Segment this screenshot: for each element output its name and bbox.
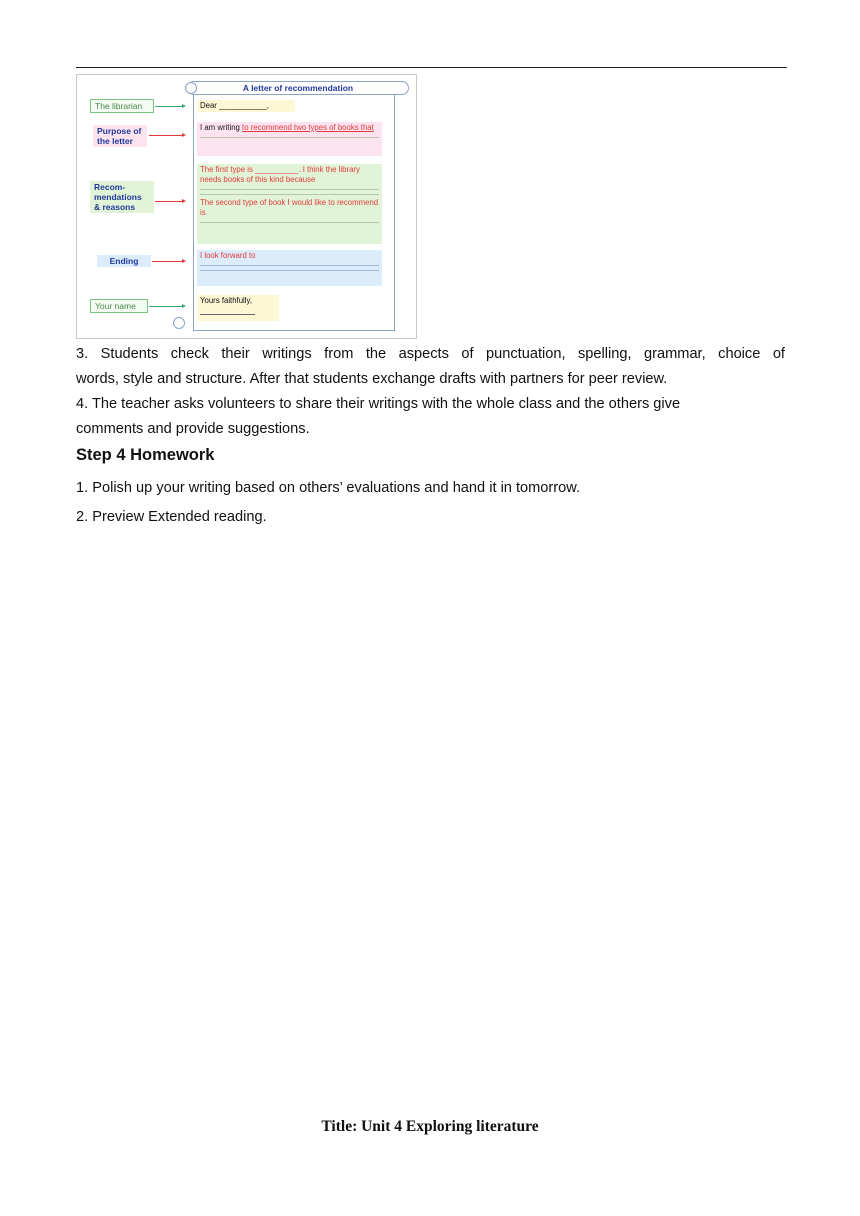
label-librarian: The librarian <box>90 99 154 113</box>
purpose-fill: to recommend two types of books that <box>242 123 374 132</box>
rec-line-3 <box>200 222 379 223</box>
arrow-librarian <box>155 106 183 107</box>
second-type-text: The second type of book I would like to recommend is <box>200 198 379 217</box>
section-closing <box>197 295 279 321</box>
arrow-your-name <box>149 306 183 307</box>
scroll-top <box>187 81 409 95</box>
arrow-ending <box>152 261 183 262</box>
rec-line-2 <box>200 194 379 195</box>
homework-2: 2. Preview Extended reading. <box>76 509 267 525</box>
closing-text: Yours faithfully, <box>200 296 253 305</box>
letter-diagram <box>76 74 417 339</box>
item-4-line-1: 4. The teacher asks volunteers to share their writings with the whole class and the others give <box>76 396 681 412</box>
step-4-heading: Step 4 Homework <box>76 446 215 464</box>
scroll-curl-bottom <box>173 317 185 329</box>
rec-line-1 <box>200 189 379 190</box>
section-purpose <box>197 122 382 156</box>
first-type-text: The first type is __________. I think the library needs books of this kind because <box>200 165 360 184</box>
purpose-line <box>200 137 379 138</box>
item-4-line-2: comments and provide suggestions. <box>76 421 310 437</box>
scroll-title: A letter of recommendation <box>242 83 354 93</box>
footer-title: Title: Unit 4 Exploring literature <box>321 1118 539 1135</box>
item-3-line-2: words, style and structure. After that students exchange drafts with partners for peer review. <box>76 371 668 387</box>
label-recommendations: Recom- mendations & reasons <box>90 181 154 213</box>
arrow-purpose <box>149 135 183 136</box>
ending-text: I look forward to <box>200 251 256 260</box>
homework-1: 1. Polish up your writing based on others’ evaluations and hand it in tomorrow. <box>76 480 581 496</box>
section-recommendations <box>197 164 382 244</box>
arrow-recommendations <box>155 201 183 202</box>
label-purpose: Purpose of the letter <box>93 125 147 147</box>
item-3-line-1: 3. Students check their writings from the aspects of punctuation, spelling, grammar, choice of <box>76 346 785 362</box>
section-ending <box>197 250 382 286</box>
purpose-prefix: I am writing <box>200 123 240 132</box>
ending-line-1 <box>200 265 379 266</box>
signature-line <box>200 314 255 315</box>
label-ending: Ending <box>97 255 151 267</box>
scroll-curl-top <box>185 82 197 94</box>
label-your-name: Your name <box>90 299 148 313</box>
ending-line-2 <box>200 270 379 271</box>
header-rule <box>76 67 787 68</box>
section-dear: Dear ___________, <box>197 100 295 112</box>
